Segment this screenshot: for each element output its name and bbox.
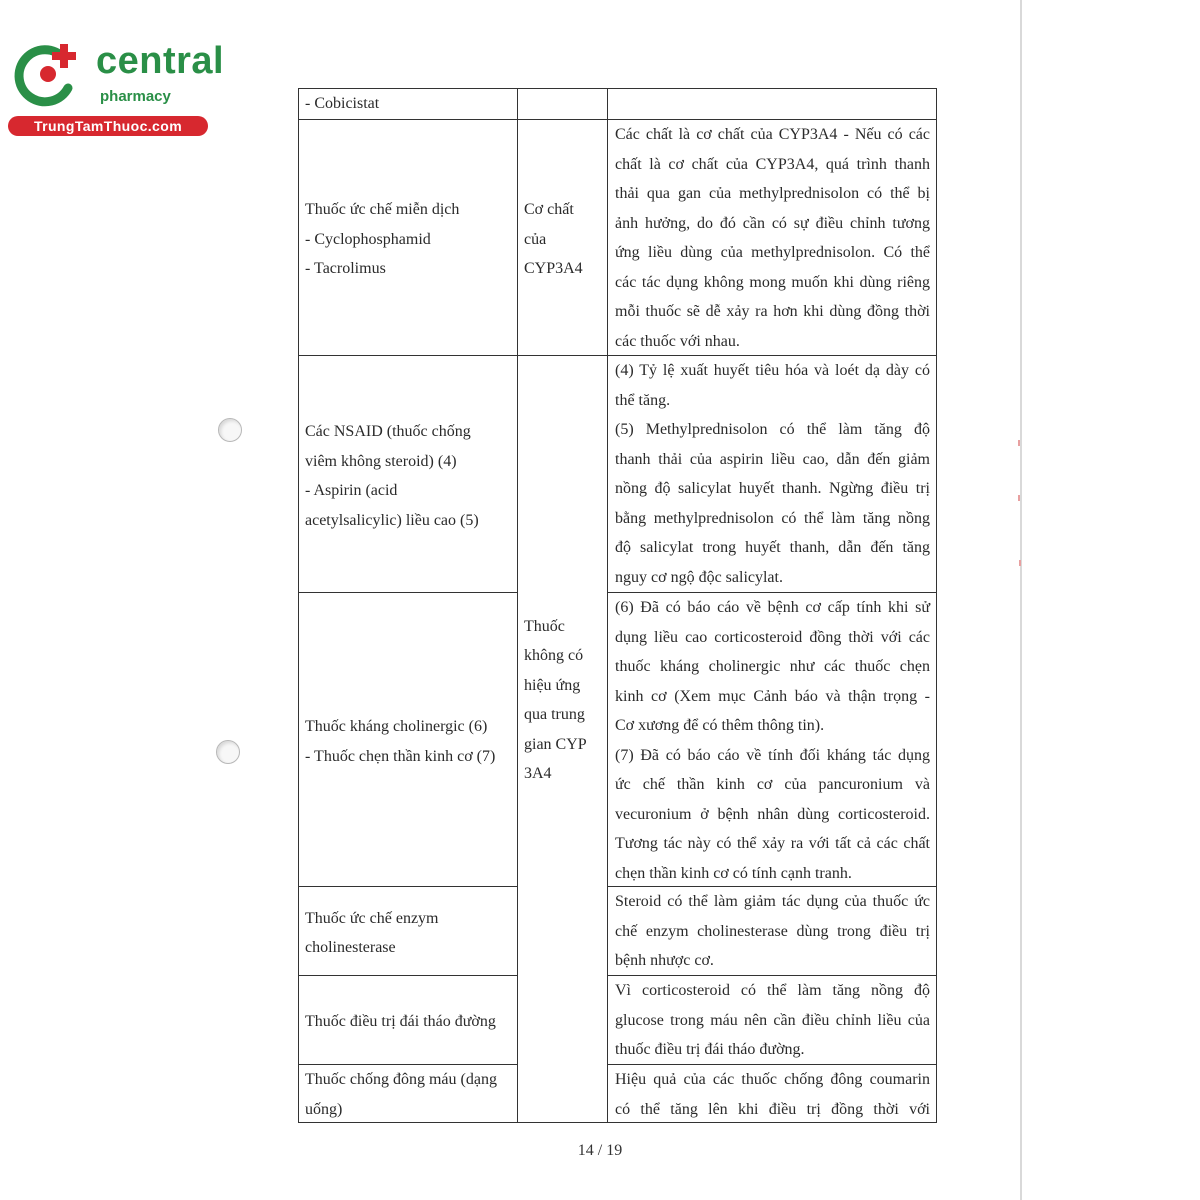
- cell-text: mỗi thuốc sẽ dễ xảy ra hơn khi dùng đồng thời: [615, 303, 930, 320]
- scan-speck: [1018, 495, 1020, 501]
- table-cell-mechanism: [517, 119, 608, 356]
- cell-text: có thể tăng lên khi điều trị đồng thời với: [615, 1100, 930, 1118]
- cell-text: ứng liều dùng của methylprednisolon. Có thể: [615, 244, 930, 261]
- cell-text: (7) Đã có báo cáo về tính đối kháng tác dụng: [615, 746, 930, 764]
- cell-text: Thuốc: [524, 617, 565, 635]
- cell-text: Steroid có thể làm giảm tác dụng của thuốc ức: [615, 893, 930, 910]
- cell-text: - Tacrolimus: [305, 260, 386, 278]
- table-cell-drug: [298, 592, 518, 887]
- brand-name: central: [96, 40, 225, 82]
- table-cell-note: [607, 1064, 937, 1123]
- cell-text: hiệu ứng: [524, 676, 581, 694]
- cell-text: uống): [305, 1100, 343, 1118]
- cell-text: thanh thải của aspirin liều cao, dẫn đến giảm: [615, 450, 930, 468]
- cell-text: nồng độ salicylat huyết thanh. Ngừng điều trị: [615, 480, 930, 497]
- cell-text: các tác dụng không mong muốn khi dùng riêng: [615, 273, 930, 291]
- cell-text: thuốc kháng cholinergic như các thuốc chẹn: [615, 658, 930, 675]
- cell-text: Hiệu quả của các thuốc chống đông coumarin: [615, 1071, 930, 1088]
- cell-text: Thuốc ức chế miễn dịch: [305, 201, 460, 219]
- cell-text: (6) Đã có báo cáo về bệnh cơ cấp tính khi sử: [615, 599, 930, 616]
- cell-text: chế enzym cholinesterase dùng trong điều trị: [615, 922, 930, 940]
- cell-text: Thuốc kháng cholinergic (6): [305, 718, 488, 735]
- cell-text: (5) Methylprednisolon có thể làm tăng độ: [615, 421, 930, 438]
- scan-speck: [1018, 440, 1020, 446]
- table-cell-note: [607, 88, 937, 120]
- cell-text: thải qua gan của methylprednisolon có thể bị: [615, 185, 930, 202]
- cell-text: kinh cơ (Xem mục Cảnh báo và thận trọng -: [615, 687, 930, 705]
- brand-tagline: pharmacy: [100, 88, 171, 105]
- cell-text: - Aspirin (acid: [305, 482, 398, 499]
- cell-text: (4) Tỷ lệ xuất huyết tiêu hóa và loét dạ dày có: [615, 362, 930, 379]
- cell-text: độ salicylat trong huyết thanh, dẫn đến tăng: [615, 539, 930, 556]
- page-edge: [1020, 0, 1022, 1200]
- scan-speck: [1019, 560, 1021, 566]
- pharmacy-cross-logo-icon: [12, 40, 88, 110]
- cell-text: vecuronium ở bệnh nhân dùng corticosteroid.: [615, 805, 930, 823]
- cell-text: không có: [524, 647, 584, 664]
- cell-text: CYP3A4: [524, 260, 583, 278]
- table-cell-drug: [298, 975, 518, 1065]
- cell-text: ảnh hưởng, do đó cần có sự điều chỉnh tương: [615, 214, 930, 232]
- cell-text: Cơ chất: [524, 201, 574, 219]
- table-cell-note: [607, 886, 937, 976]
- cell-text: glucose trong máu nên cần điều chỉnh liều của: [615, 1011, 930, 1029]
- cell-text: - Cobicistat: [305, 95, 380, 112]
- cell-text: Các NSAID (thuốc chống: [305, 423, 471, 440]
- cell-text: thể tăng.: [615, 391, 671, 409]
- table-cell-drug: [298, 886, 518, 976]
- cell-text: - Thuốc chẹn thần kinh cơ (7): [305, 747, 496, 765]
- table-cell-mechanism: [517, 88, 608, 120]
- page-number: 14 / 19: [577, 1142, 623, 1159]
- cell-text: của: [524, 230, 547, 248]
- punch-hole: [216, 740, 240, 764]
- cell-text: Thuốc chống đông máu (dạng: [305, 1071, 497, 1088]
- table-cell-note: [607, 975, 937, 1065]
- cell-text: gian CYP: [524, 735, 587, 753]
- table-cell-note: [607, 119, 937, 356]
- cell-text: Vì corticosteroid có thể làm tăng nồng độ: [615, 982, 930, 999]
- cell-text: bằng methylprednisolon có thể làm tăng nồng: [615, 509, 930, 527]
- table-cell-mechanism-merged: [517, 355, 608, 1123]
- table-cell-drug: [298, 355, 518, 593]
- cell-text: thuốc điều trị đái tháo đường.: [615, 1041, 805, 1058]
- cell-text: Tương tác này có thể xảy ra với tất cả các chất: [615, 835, 930, 852]
- table-cell-note: [607, 592, 937, 887]
- table-cell-drug: [298, 119, 518, 356]
- cell-text: qua trung: [524, 706, 585, 723]
- cell-text: acetylsalicylic) liều cao (5): [305, 511, 479, 529]
- cell-text: nguy cơ ngộ độc salicylat.: [615, 568, 783, 586]
- cell-text: ức chế thần kinh cơ của pancuronium và: [615, 776, 930, 793]
- cell-text: Thuốc điều trị đái tháo đường: [305, 1013, 496, 1031]
- brand-logo: [8, 36, 225, 136]
- table-cell-drug: [298, 1064, 518, 1123]
- cell-text: cholinesterase: [305, 939, 396, 956]
- cell-text: - Cyclophosphamid: [305, 230, 431, 248]
- table-cell-drug: [298, 88, 518, 120]
- cell-text: chẹn thần kinh cơ có tính cạnh tranh.: [615, 864, 852, 882]
- punch-hole: [218, 418, 242, 442]
- cell-text: Cơ xương để có thêm thông tin).: [615, 717, 825, 734]
- cell-text: Các chất là cơ chất của CYP3A4 - Nếu có các: [615, 126, 930, 143]
- brand-url-badge: TrungTamThuoc.com: [8, 116, 208, 136]
- cell-text: 3A4: [524, 765, 552, 782]
- cell-text: các thuốc với nhau.: [615, 332, 740, 350]
- table-cell-note: [607, 355, 937, 593]
- cell-text: chất là cơ chất của CYP3A4, quá trình thanh: [615, 155, 930, 173]
- cell-text: dụng liều cao corticosteroid đồng thời với các: [615, 628, 930, 646]
- cell-text: Thuốc ức chế enzym: [305, 909, 439, 927]
- cell-text: viêm không steroid) (4): [305, 452, 457, 470]
- cell-text: bệnh nhược cơ.: [615, 952, 714, 969]
